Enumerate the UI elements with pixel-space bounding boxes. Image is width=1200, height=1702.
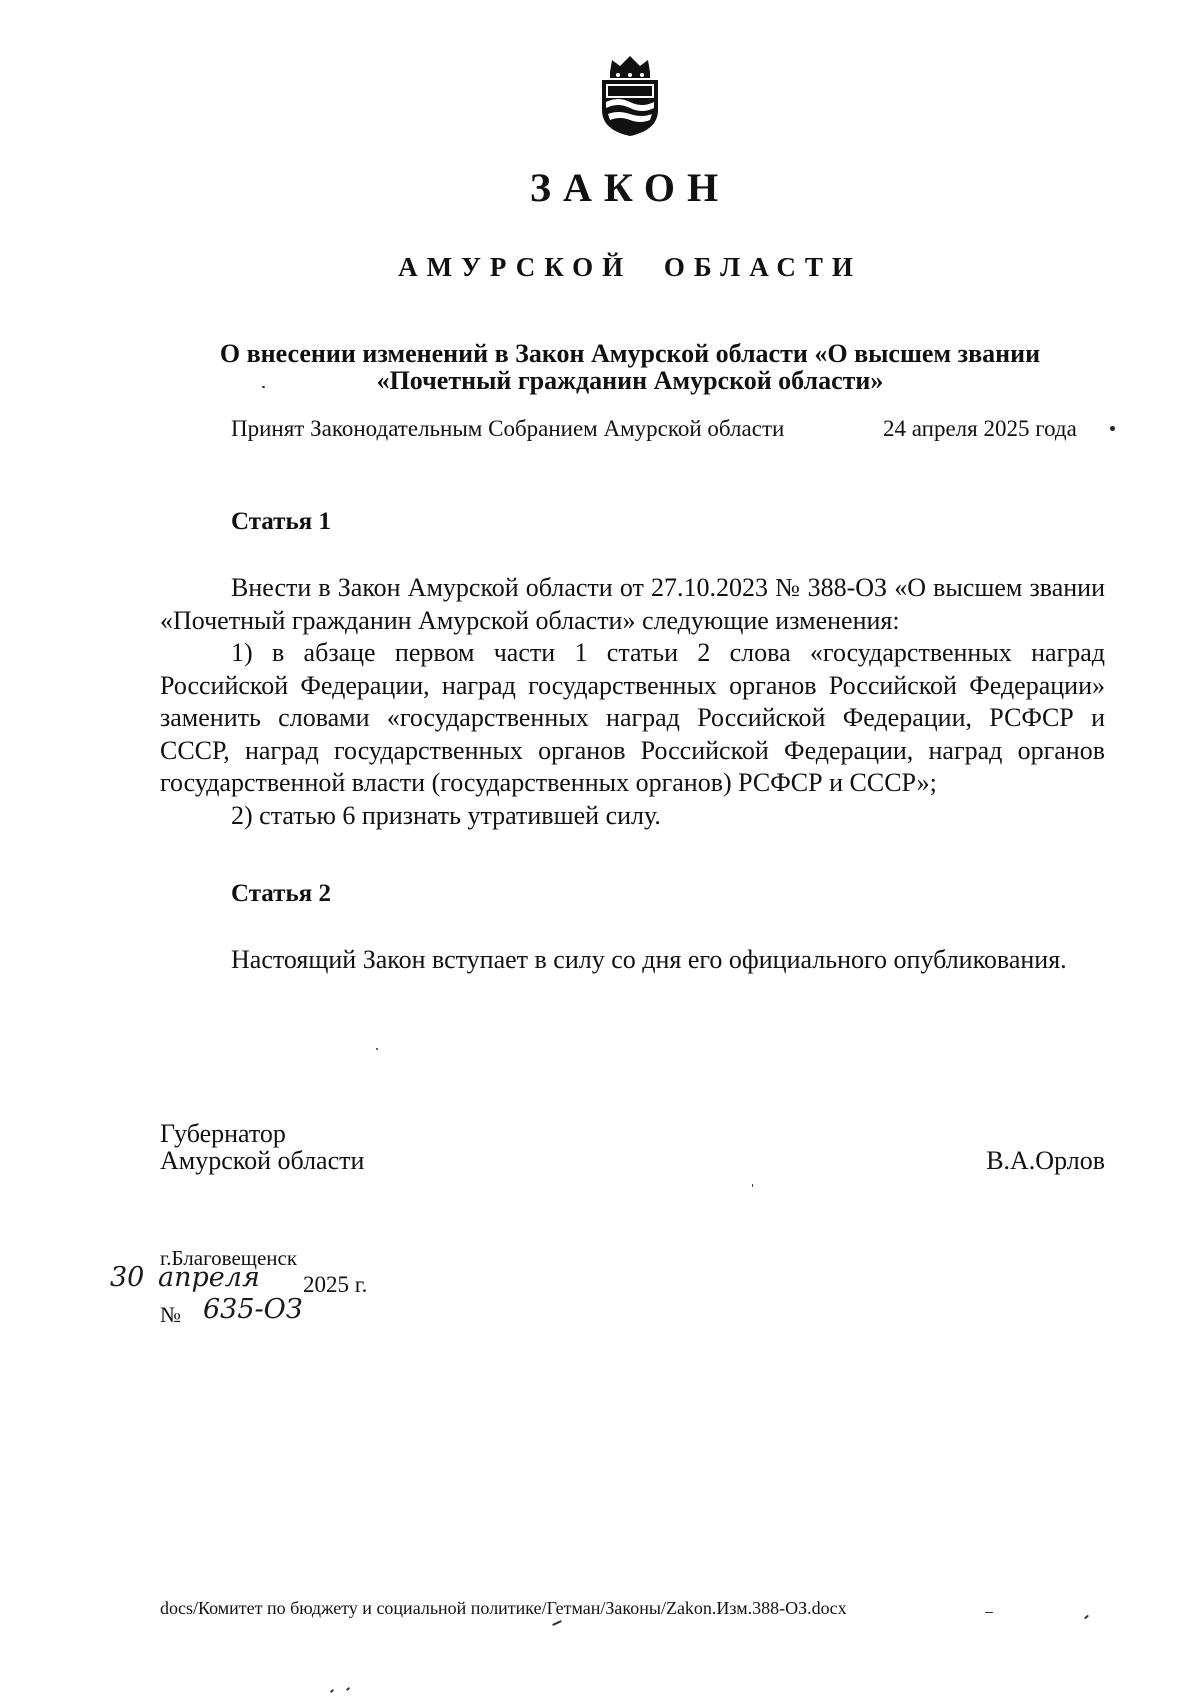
scan-speck [552,1620,562,1626]
scan-speck [985,1612,993,1613]
document-type-heading: ЗАКОН [529,165,731,210]
scan-speck [262,386,265,388]
governor-name: В.А.Орлов [986,1146,1105,1175]
footer-file-path: docs/Комитет по бюджету и социальной политике/Гетман/Законы/Zakon.Изм.388-ОЗ.docx [160,1598,847,1618]
article-1-heading: Статья 1 [231,508,331,535]
law-title [160,340,1100,394]
governor-title [160,1120,364,1174]
number-label: № [160,1302,181,1327]
scan-speck [752,1184,753,1187]
adoption-label: Принят Законодательным Собранием Амурской области [231,416,785,441]
article-1-item-2: 2) статью 6 признать утратившей силу. [231,800,661,830]
handwritten-month: апреля [158,1262,260,1293]
law-title-line-1: О внесении изменений в Закон Амурской области «О высшем звании [219,339,1041,368]
governor-title-line-2: Амурской области [160,1146,365,1175]
scan-speck [330,1689,334,1693]
region-heading: АМУРСКОЙ ОБЛАСТИ [398,252,862,282]
article-2-text: Настоящий Закон вступает в силу со дня его официального опубликования. [231,945,1067,974]
handwritten-number: 635-ОЗ [203,1294,303,1325]
governor-title-line-1: Губернатор [160,1119,286,1148]
scan-speck [376,1048,378,1050]
scan-dot [1110,426,1115,431]
article-2-heading: Статья 2 [231,880,331,907]
coat-of-arms-icon [596,52,664,138]
scan-speck [1084,1615,1089,1620]
law-title-line-2: «Почетный гражданин Амурской области» [376,366,884,395]
article-1-item-1: 1) в абзаце первом части 1 статьи 2 слова «государственных наград Российской Федерации, наград государственных органов Российской Федерации» заменить словами «государственных наград Российской Федерации, РСФСР и СССР, наград государственных органов Российской Федерации, наград органов государственной власти (государственных органов) РСФСР и СССР»; [160,638,1105,797]
article-1-body [160,572,1105,832]
adoption-date: 24 апреля 2025 года [883,416,1077,441]
article-1-intro: Внести в Закон Амурской области от 27.10.2023 № 388-ОЗ «О высшем звании «Почетный гражданин Амурской области» следующие изменения: [160,573,1105,635]
scan-speck [346,1687,350,1691]
handwritten-day: 30 [110,1262,145,1293]
issuance-year: 2025 г. [303,1272,368,1297]
issuance-place: г.Благовещенск [160,1246,298,1270]
